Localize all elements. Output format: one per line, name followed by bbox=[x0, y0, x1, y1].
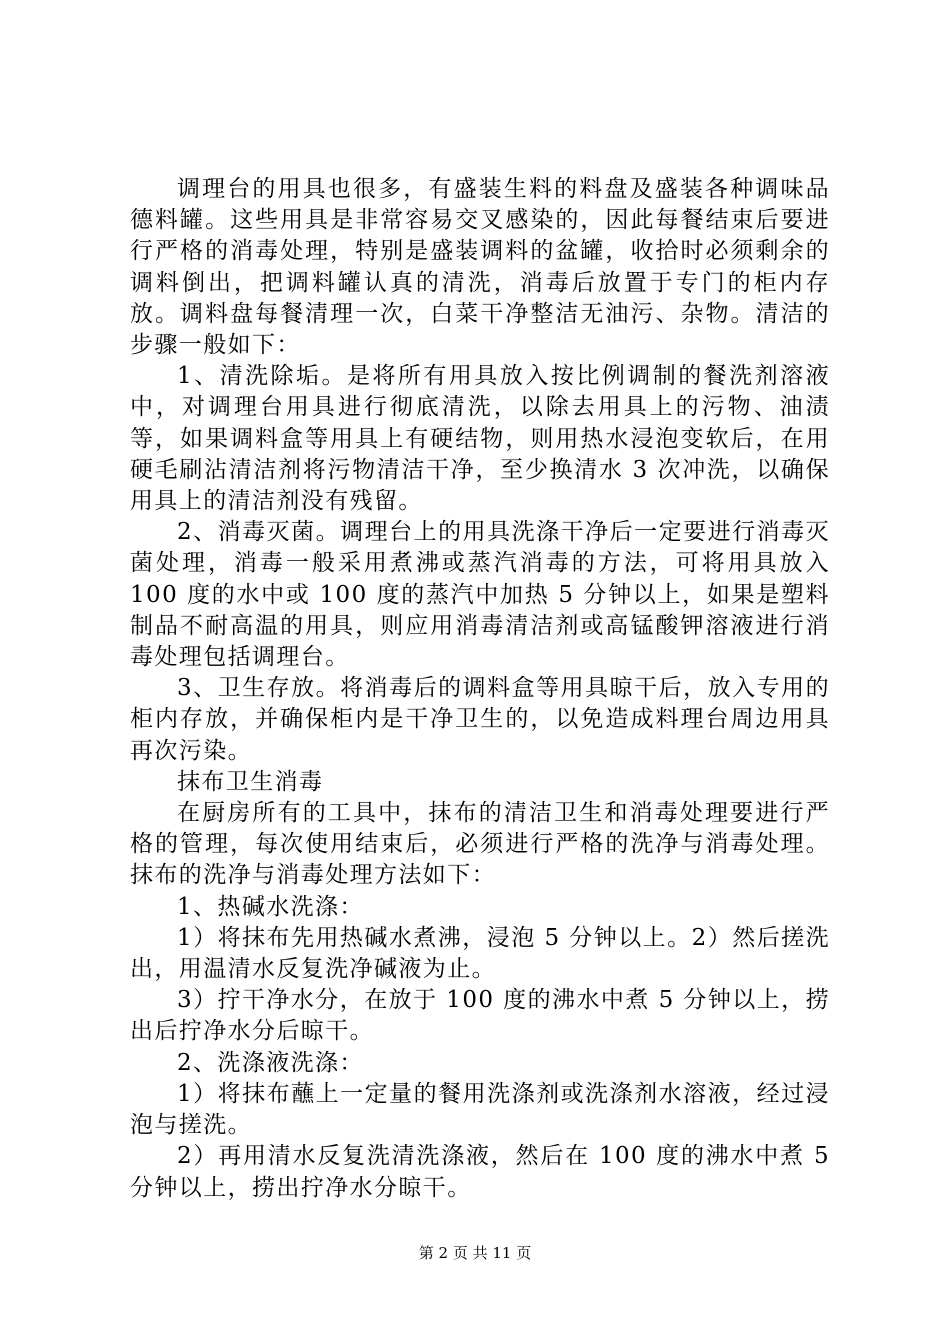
paragraph-method-2-step-1: 1）将抹布蘸上一定量的餐用洗涤剂或洗涤剂水溶液，经过浸泡与搓洗。 bbox=[130, 1080, 830, 1139]
page-footer bbox=[0, 1243, 950, 1263]
paragraph-method-1-step-1-2: 1）将抹布先用热碱水煮沸，浸泡 5 分钟以上。2）然后搓洗出，用温清水反复洗净碱液为止。 bbox=[130, 924, 830, 983]
paragraph-method-1-step-3: 3）拧干净水分，在放于 100 度的沸水中煮 5 分钟以上，捞出后拧净水分后晾干。 bbox=[130, 987, 830, 1045]
paragraph-cloth-intro: 在厨房所有的工具中，抹布的清洁卫生和消毒处理要进行严格的管理，每次使用结束后，必须进行严格的洗净与消毒处理。抹布的洗净与消毒处理方法如下： bbox=[130, 800, 830, 889]
paragraph-method-1-heading: 1、热碱水洗涤： bbox=[177, 893, 364, 920]
paragraph-step-3-storage: 3、卫生存放。将消毒后的调料盒等用具晾干后，放入专用的柜内存放，并确保柜内是干净卫生的，以免造成料理台周边用具再次污染。 bbox=[130, 675, 830, 764]
document-body bbox=[130, 174, 830, 1204]
paragraph-method-2-step-2: 2）再用清水反复洗清洗涤液，然后在 100 度的沸水中煮 5 分钟以上，捞出拧净水分晾干。 bbox=[130, 1143, 830, 1201]
paragraph-method-2-heading: 2、洗涤液洗涤： bbox=[177, 1049, 364, 1076]
section-heading-cloth-disinfection: 抹布卫生消毒 bbox=[177, 768, 324, 795]
page-number: 第 2 页 bbox=[418, 1244, 468, 1262]
paragraph-seasoning-utensils: 调理台的用具也很多，有盛装生料的料盘及盛装各种调味品德料罐。这些用具是非常容易交叉感染的，因此每餐结束后要进行严格的消毒处理，特别是盛装调料的盆罐，收拾时必须剩余的调料倒出，把调料罐认真的清洗，消毒后放置于专门的柜内存放。调料盘每餐清理一次，白菜干净整洁无油污、杂物。清洁的步骤一般如下： bbox=[130, 176, 830, 359]
page-total: 共 11 页 bbox=[472, 1244, 532, 1262]
paragraph-step-1-cleaning: 1、清洗除垢。是将所有用具放入按比例调制的餐洗剂溶液中，对调理台用具进行彻底清洗，以除去用具上的污物、油渍等，如果调料盒等用具上有硬结物，则用热水浸泡变软后，在用硬毛刷沾清洁剂将污物清洁干净，至少换清水 3 次冲洗，以确保用具上的清洁剂没有残留。 bbox=[130, 363, 830, 515]
paragraph-step-2-disinfection: 2、消毒灭菌。调理台上的用具洗涤干净后一定要进行消毒灭菌处理，消毒一般采用煮沸或蒸汽消毒的方法，可将用具放入 100 度的水中或 100 度的蒸汽中加热 5 分钟以上，如果是塑料制品不耐高温的用具，则应用消毒清洁剂或高锰酸钾溶液进行消毒处理包括调理台。 bbox=[130, 519, 830, 671]
